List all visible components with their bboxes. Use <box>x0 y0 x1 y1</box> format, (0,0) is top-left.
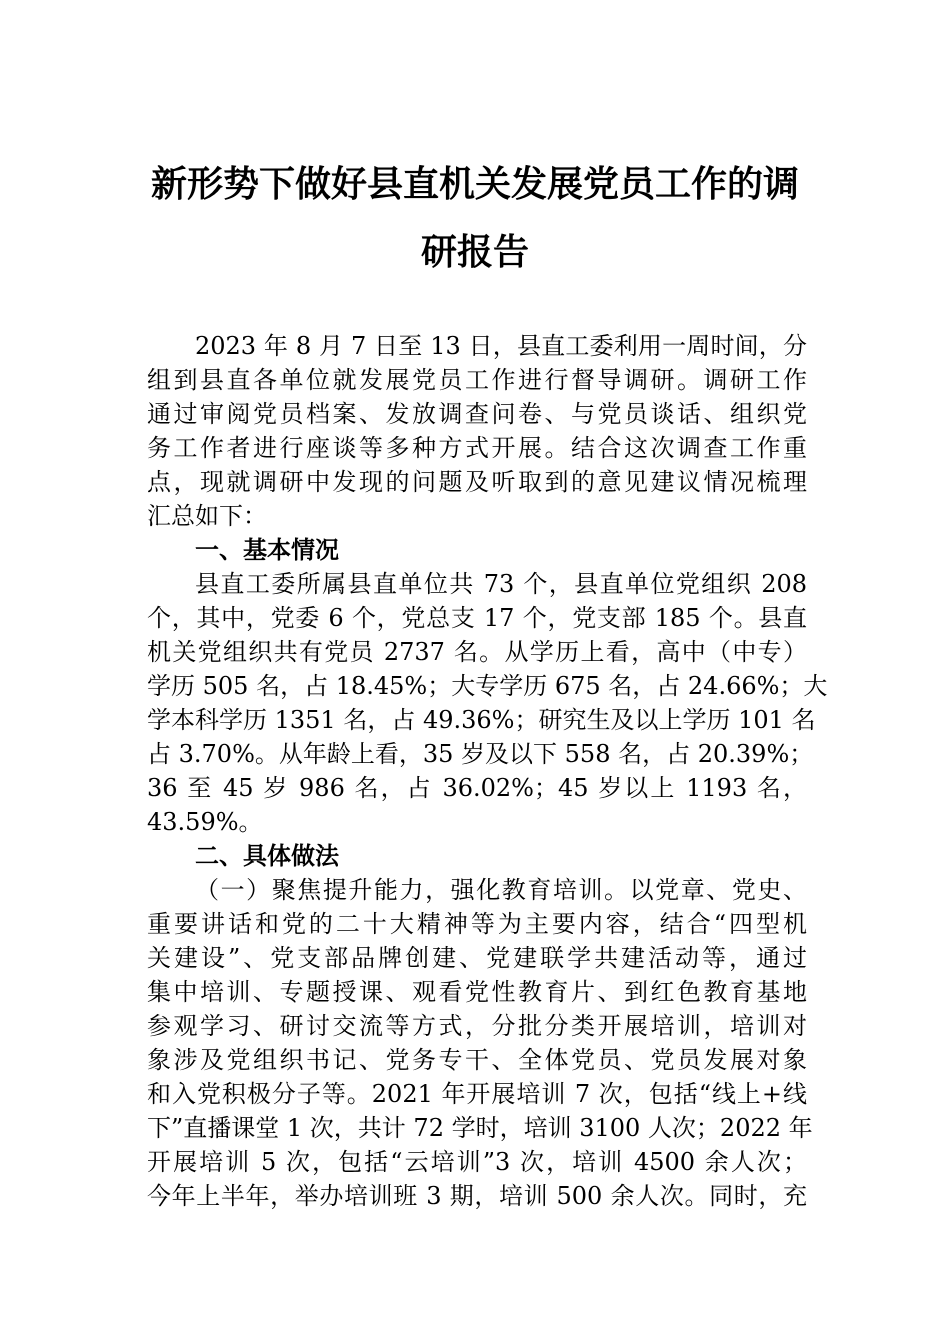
paragraph-line: 关建设”、党支部品牌创建、党建联学共建活动等，通过 <box>147 944 807 972</box>
paragraph-line: 今年上半年，举办培训班 3 期，培训 500 余人次。同时，充 <box>147 1182 807 1210</box>
paragraph-line: 个，其中，党委 6 个，党总支 17 个，党支部 185 个。县直 <box>147 604 807 632</box>
paragraph-line: 占 3.70%。从年龄上看，35 岁及以下 558 名，占 20.39%； <box>147 740 814 768</box>
section-heading-basic: 一、基本情况 <box>195 535 339 564</box>
section-heading-practices: 二、具体做法 <box>195 841 339 870</box>
paragraph-line: 点，现就调研中发现的问题及听取到的意见建议情况梳理 <box>147 468 807 496</box>
paragraph-line: （一）聚焦提升能力，强化教育培训。以党章、党史、 <box>195 876 807 904</box>
document-title-line-1: 新形势下做好县直机关发展党员工作的调 <box>150 163 799 205</box>
paragraph-line: 和入党积极分子等。2021 年开展培训 7 次，包括“线上+线 <box>147 1080 807 1108</box>
paragraph-line: 汇总如下： <box>147 502 267 530</box>
paragraph-line: 组到县直各单位就发展党员工作进行督导调研。调研工作 <box>147 366 807 394</box>
paragraph-line: 重要讲话和党的二十大精神等为主要内容，结合“四型机 <box>147 910 807 938</box>
paragraph-line: 2023 年 8 月 7 日至 13 日，县直工委利用一周时间，分 <box>195 332 807 360</box>
paragraph-line: 学本科学历 1351 名，占 49.36%；研究生及以上学历 101 名 <box>147 706 816 734</box>
paragraph-line: 县直工委所属县直单位共 73 个，县直单位党组织 208 <box>195 570 807 598</box>
paragraph-line: 36 至 45 岁 986 名，占 36.02%；45 岁以上 1193 名， <box>147 774 807 802</box>
paragraph-line: 参观学习、研讨交流等方式，分批分类开展培训，培训对 <box>147 1012 807 1040</box>
paragraph-line: 务工作者进行座谈等多种方式开展。结合这次调查工作重 <box>147 434 807 462</box>
paragraph-line: 开展培训 5 次，包括“云培训”3 次，培训 4500 余人次； <box>147 1148 807 1176</box>
paragraph-line: 集中培训、专题授课、观看党性教育片、到红色教育基地 <box>147 978 807 1006</box>
paragraph-line: 机关党组织共有党员 2737 名。从学历上看，高中（中专） <box>147 638 807 666</box>
paragraph-line: 43.59%。 <box>147 808 263 836</box>
paragraph-line: 象涉及党组织书记、党务专干、全体党员、党员发展对象 <box>147 1046 807 1074</box>
document-title-line-2: 研报告 <box>420 231 529 273</box>
paragraph-line: 通过审阅党员档案、发放调查问卷、与党员谈话、组织党 <box>147 400 807 428</box>
paragraph-line: 学历 505 名，占 18.45%；大专学历 675 名，占 24.66%；大 <box>147 672 828 700</box>
paragraph-line: 下”直播课堂 1 次，共计 72 学时，培训 3100 人次；2022 年 <box>147 1114 813 1142</box>
